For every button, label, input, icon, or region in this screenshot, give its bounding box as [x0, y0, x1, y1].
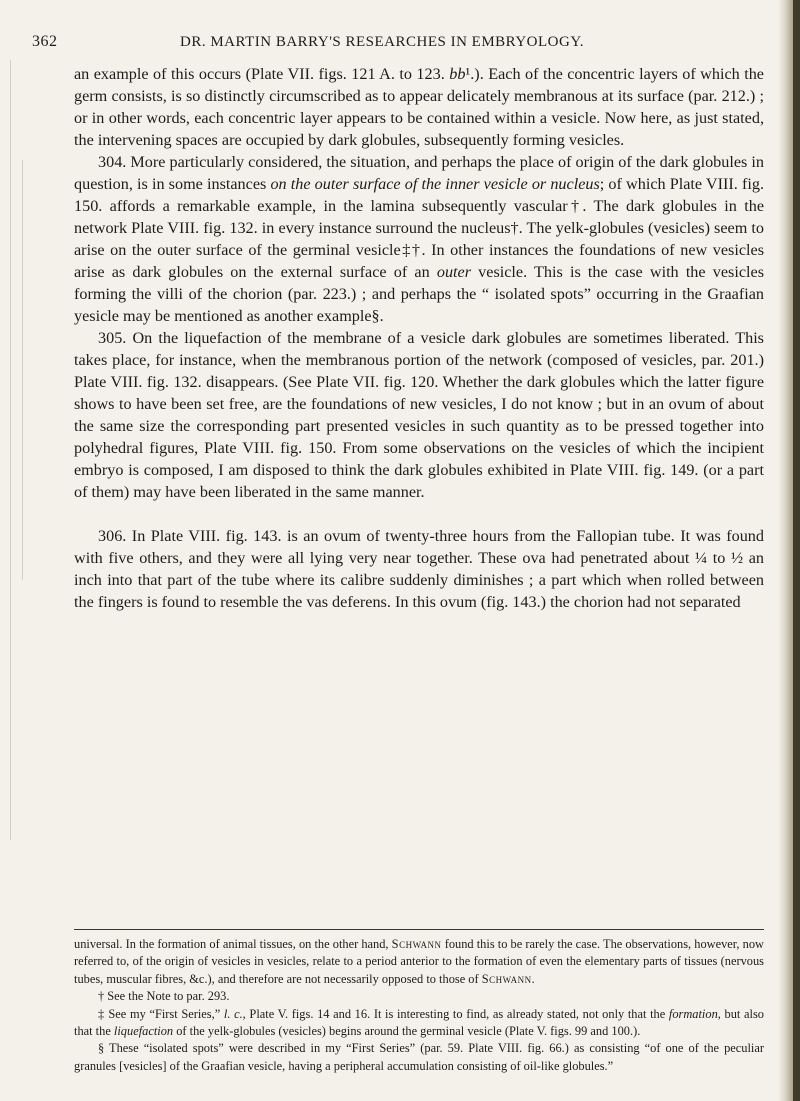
- italic-run: bb: [449, 65, 466, 83]
- italic-run: l. c.: [223, 1006, 243, 1021]
- italic-run: on the outer surface of the inner vesicle or nucleus: [270, 175, 600, 193]
- footnote-section: § These “isolated spots” were described in my “First Series” (par. 59. Plate VIII. fig. 66.) as consisting “of one of the peculiar granules [vesicles] of the Graafian vesicle, having a peripheral accumulation consisting of oil-like globules.”: [74, 1041, 764, 1073]
- margin-ruling: [10, 60, 21, 840]
- text-run: .: [531, 971, 535, 986]
- smallcaps-run: Schwann: [481, 971, 532, 986]
- running-title: DR. MARTIN BARRY'S RESEARCHES IN EMBRYOLOGY.: [179, 34, 584, 50]
- text-run: ; of which Plate VIII. fig. 150. affords a remarkable example, in the lamina subsequently vascular†. The dark globules in the network Plate VIII. fig. 132. in every instance surround the nucleus†. The yelk-globules (vesicles) seem to arise on the outer surface of the germinal vesicle‡†. In other instances the foundations of new vesicles arise as dark globules on the external surface of an: [74, 175, 764, 281]
- text-run: ¹.). Each of the concentric layers of which the germ consists, is so distinctly circumscribed as to appear delicately membranous at its surface (par. 212.) ; or in other words, each concentric layer appears to be contained within a vesicle. Now here, as just stated, the intervening spaces are occupied by dark globules, subsequently forming vesicles.: [74, 65, 764, 149]
- text-run: 304. More particularly considered, the situation, and perhaps the place of origin of the dark globules in question, is in some instances: [74, 153, 764, 193]
- smallcaps-run: Schwann: [391, 937, 442, 951]
- page-header: [32, 33, 732, 57]
- italic-run: formation: [668, 1006, 718, 1021]
- paragraph-305: 305. On the liquefaction of the membrane of a vesicle dark globules are sometimes liberated. This takes place, for instance, when the membranous portion of the network (composed of vesicles, par. 201.) Plate VIII. fig. 132. disappears. (See Plate VII. fig. 120. Whether the dark globules which the latter figure shows to have been set free, are the foundations of new vesicles, I do not know ; but in an ovum of about the same size the corresponding part presented vesicles in such quantity as to be pressed together into polyhedral figures, Plate VIII. fig. 150. From some observations on the vesicles of which the incipient embryo is composed, I am disposed to think the dark globules exhibited in Plate VIII. fig. 149. (or a part of them) may have been liberated in the same manner.: [74, 329, 764, 501]
- footnote-dagger: † See the Note to par. 293.: [98, 989, 230, 1004]
- paragraph-306: 306. In Plate VIII. fig. 143. is an ovum of twenty-three hours from the Fallopian tube. It was found with five others, and they were all lying very near together. These ova had penetrated about ¼ to ½ an inch into that part of the tube where its calibre suddenly diminishes ; a part which when rolled between the fingers is found to resemble the vas deferens. In this ovum (fig. 143.) the chorion had not separated: [74, 527, 764, 611]
- italic-run: liquefaction: [113, 1024, 174, 1039]
- binding-edge: [793, 0, 800, 1101]
- footnote-rule: [74, 929, 764, 930]
- text-run: vesicle. This is the case with the vesicles forming the villi of the chorion (par. 223.) ; and perhaps the “ isolated spots” occurring in the Graafian yesicle may be mentioned as another example§.: [74, 263, 764, 325]
- footnotes: [74, 936, 764, 1075]
- paragraph-continued: [74, 63, 764, 151]
- italic-run: outer: [436, 263, 472, 281]
- footnote-continued: [74, 936, 764, 988]
- footnote-double-dagger: [74, 1006, 764, 1041]
- text-run: an example of this occurs (Plate VII. figs. 121 A. to 123.: [74, 65, 450, 83]
- text-run: universal. In the formation of animal tissues, on the other hand,: [74, 937, 392, 951]
- paragraph-304: [74, 151, 764, 327]
- text-run: of the yelk-globules (vesicles) begins around the germinal vesicle (Plate V. figs. 99 and 100.).: [173, 1024, 641, 1039]
- body-text: [74, 63, 764, 613]
- text-run: , Plate V. figs. 14 and 16. It is interesting to find, as already stated, not only that the: [242, 1006, 669, 1021]
- text-run: ‡ See my “First Series,”: [98, 1006, 224, 1021]
- text-run: found this to be rarely the case. The observations, however, now referred to, of the origin of vesicles in vesicles, relate to a period anterior to the formation of even the elementary parts of tissues (nervous tubes, muscular fibres, &c.), and therefore are not necessarily opposed to those of: [74, 937, 764, 986]
- margin-ruling: [22, 160, 33, 580]
- page-number: 362: [32, 33, 58, 50]
- text-run: , but also that the: [74, 1006, 764, 1039]
